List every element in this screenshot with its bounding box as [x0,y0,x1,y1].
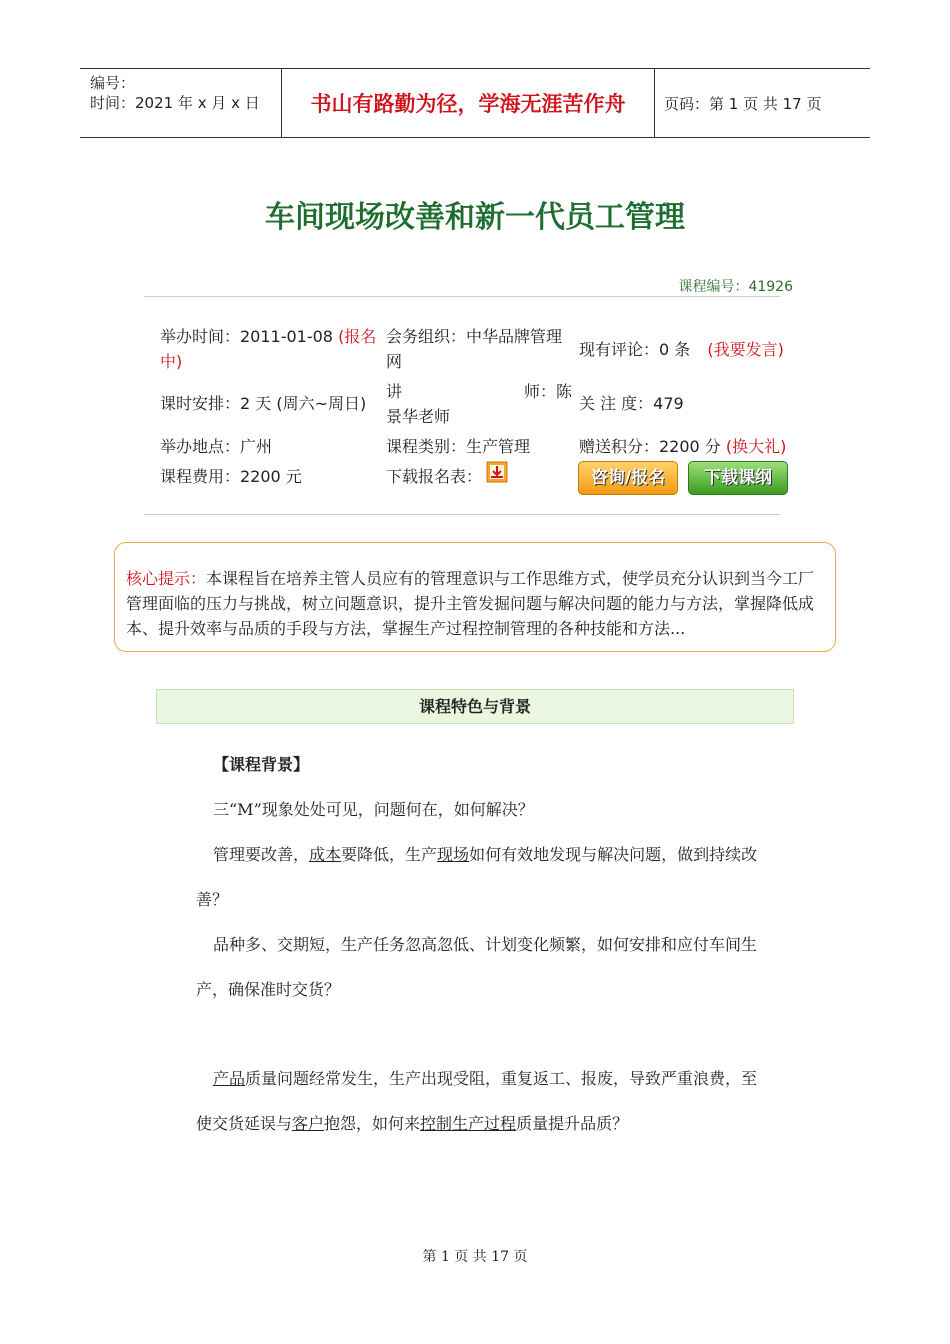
text-span: 抱怨，如何来 [324,1114,421,1133]
info-organizer: 会务组织：中华品牌管理网 [386,327,563,371]
content-paragraph: 品种多、交期短，生产任务忽高忽低、计划变化频繁，如何安排和应付车间生 [213,935,758,954]
info-location: 举办地点：广州 [160,437,273,456]
core-tip-body: 本课程旨在培养主管人员应有的管理意识与工作思维方式，使学员充分认识到当今工厂管理面临的压力与挑战，树立问题意识，提升主管发掘问题与解决问题的能力与方法，掌握降低成本、提升效率与品质的手段与方法，掌握生产过程控制管理的各种技能和方法... [126,569,815,638]
header-page-info: 页码：第 1 页 共 17 页 [664,94,822,113]
content-paragraph [213,832,757,877]
redeem-gift-link[interactable]: (换大礼) [725,437,787,456]
core-tip-label: 核心提示： [126,569,207,588]
header-number: 编号： [90,74,136,92]
info-comments [579,337,809,362]
text-span: 质量提升品质？ [516,1114,629,1133]
product-link[interactable]: 产品 [213,1069,246,1088]
info-teacher [386,379,572,429]
divider [144,514,780,515]
content-paragraph: 善？ [196,890,229,909]
text-span: 要降低，生产 [341,845,438,864]
info-download-form [386,464,482,489]
info-fee: 课程费用：2200 元 [160,467,302,486]
content-paragraph [196,1101,628,1146]
content-paragraph: 三“M”现象处处可见，问题何在，如何解决？ [213,800,534,819]
download-form-label: 下载报名表： [386,467,483,486]
content-paragraph: 产，确保准时交货？ [196,980,341,999]
teacher-label-left: 讲 [386,382,403,401]
info-points-text: 赠送积分：2200 分 [579,437,721,456]
course-code: 课程编号：41926 [678,279,793,295]
page-header [80,68,870,138]
page-title: 车间现场改善和新一代员工管理 [265,200,685,235]
text-span: 如何有效地发现与解决问题，做到持续改 [469,845,758,864]
info-attention: 关 注 度：479 [579,394,684,413]
download-form-icon[interactable] [486,461,508,483]
info-time [160,324,380,374]
info-schedule: 课时安排：2 天 (周六~周日) [160,394,367,413]
section-title: 课程特色与背景 [156,689,794,724]
header-time: 时间：2021 年 x 月 x 日 [90,94,260,112]
cost-link[interactable]: 成本 [309,845,342,864]
header-meta [90,73,260,113]
divider [144,296,780,297]
registration-status-link[interactable]: (报名中) [160,327,377,371]
content-heading: 【课程背景】 [213,755,310,774]
core-tip-text [126,566,820,641]
consult-register-button[interactable]: 咨询/报名 [578,461,678,495]
teacher-name: 景华老师 [386,407,451,426]
text-span: 质量问题经常发生，生产出现受阻，重复返工、报废，导致严重浪费，至 [245,1069,758,1088]
info-points [579,434,786,459]
site-link[interactable]: 现场 [437,845,470,864]
info-category: 课程类别：生产管理 [386,437,531,456]
info-comments-text: 现有评论：0 条 [579,340,691,359]
post-comment-link[interactable]: (我要发言) [707,340,784,359]
header-motto: 书山有路勤为径，学海无涯苦作舟 [310,92,626,116]
text-span: 使交货延误与 [196,1114,293,1133]
text-span: 管理要改善， [213,845,310,864]
download-outline-button[interactable]: 下载课纲 [688,461,788,495]
page-footer: 第 1 页 共 17 页 [422,1249,528,1265]
customer-link[interactable]: 客户 [292,1114,325,1133]
header-divider [654,69,655,137]
teacher-label-right: 师：陈 [523,382,572,401]
info-time-text: 举办时间：2011-01-08 [160,327,333,346]
process-control-link[interactable]: 控制生产过程 [420,1114,517,1133]
content-paragraph [213,1056,757,1101]
